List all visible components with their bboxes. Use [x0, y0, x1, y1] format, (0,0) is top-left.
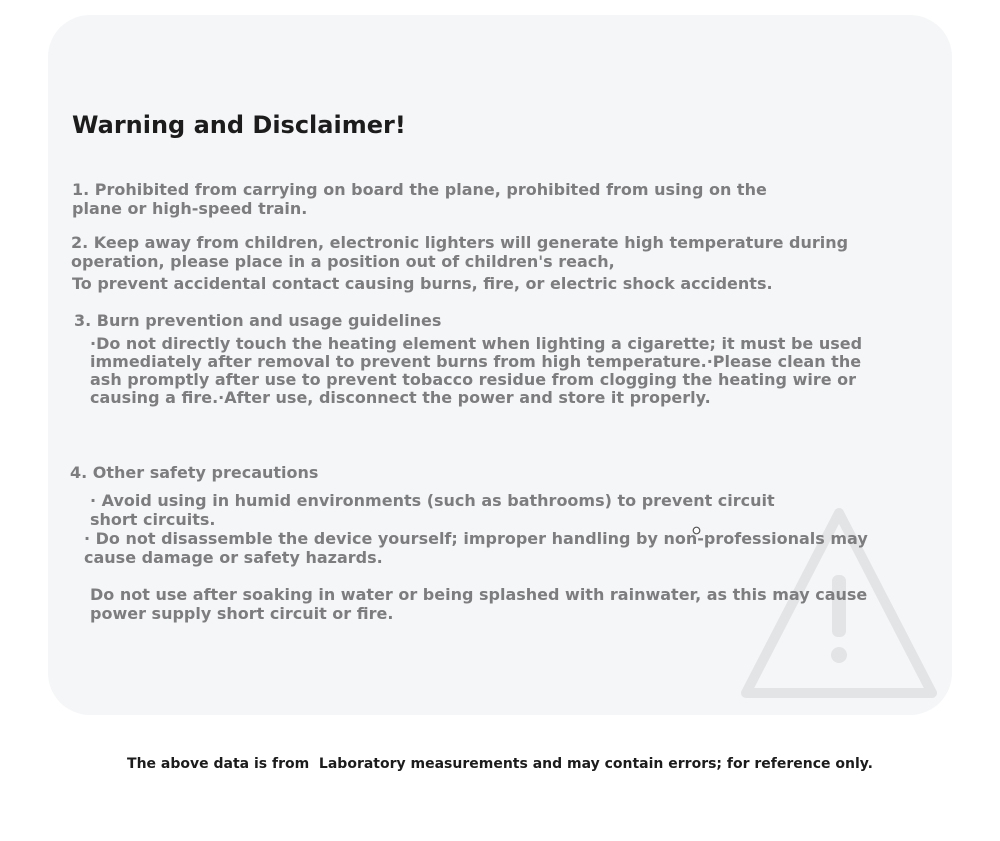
section-4-item-1: · Avoid using in humid environments (such as bathrooms) to prevent circuit short circuits. [90, 491, 775, 529]
disclaimer-footer: The above data is from Laboratory measurements and may contain errors; for reference only. [127, 756, 873, 772]
section-3-body: ·Do not directly touch the heating element when lighting a cigarette; it must be used immediately after removal to prevent burns from high temperature.·Please clean the ash promptly after use to prevent tobacco residue from clogging the heating wire or causing a fire.·After use, disconnect the power and store it properly. [90, 334, 863, 407]
section-4-item-3: Do not use after soaking in water or being splashed with rainwater, as this may cause power supply short circuit or fire. [90, 585, 868, 623]
section-2-extra: To prevent accidental contact causing burns, fire, or electric shock accidents. [72, 274, 773, 293]
section-3-heading: 3. Burn prevention and usage guidelines [74, 311, 442, 330]
section-4-heading: 4. Other safety precautions [70, 463, 319, 482]
section-1-text: 1. Prohibited from carrying on board the plane, prohibited from using on the plane or high-speed train. [72, 180, 767, 218]
page-title: Warning and Disclaimer! [72, 111, 406, 139]
section-2-text: 2. Keep away from children, electronic lighters will generate high temperature during operation, please place in a position out of children's reach, [71, 233, 849, 271]
section-4-item-2: · Do not disassemble the device yourself; improper handling by non-professionals may cause damage or safety hazards. [84, 529, 868, 567]
warning-card [48, 15, 952, 715]
